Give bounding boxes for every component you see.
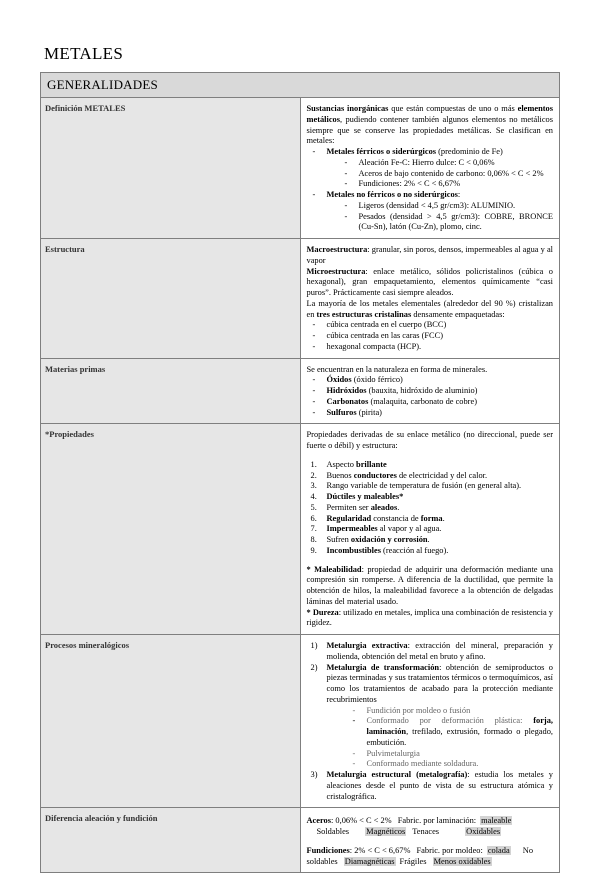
list-item: - cúbica centrada en el cuerpo (BCC) [307,320,554,331]
list-item: - Sulfuros (pirita) [307,408,554,419]
page-title: METALES [44,44,124,63]
list-item: 5. Permiten ser aleados. [310,502,400,512]
list-item: - Metales no férricos o no siderúrgicos: [307,190,554,201]
list-item: - hexagonal compacta (HCP). [307,342,554,353]
list-item: - Pesados (densidad > 4,5 gr/cm3): COBRE, BRONCE (Cu-Sn), latón (Cu-Zn), plomo, cinc. [307,212,554,234]
list-item: 3. Rango variable de temperatura de fusión (en general alta). [310,481,522,491]
list-item: - Fundiciones: 2% < C < 6,67% [307,179,554,190]
list-item: 1) Metalurgia extractiva: extracción del mineral, preparación y molienda, obtención del metal en bruto y afino. [310,641,553,661]
content-procesos [300,635,560,808]
content-definicion: Sustancias inorgánicas que están compuestas de uno o más elementos metálicos, pudiendo contener también algunos elementos no metálicos siempre que se conserve las propiedades metálicas. Se clasifican en metales: - Metales férricos o siderúrgicos (predominio de Fe) - Aleación Fe-C: Hierro dulce: C < 0,06% - Aceros de bajo contenido de carbono: 0,06% < C < 2% - Fundiciones: 2% < C < 6,67% - Metales no férricos o no siderúrgicos: - Ligeros (densidad < 4,5 gr/cm3): ALUMINIO. - Pesados (densidad > 4,5 gr/cm3): COBRE, BRONCE (Cu-Sn), latón (Cu-Zn), plomo, cinc. [300,98,560,239]
list-item: - Metales férricos o siderúrgicos (predominio de Fe) [307,147,554,158]
label-propiedades: *Propiedades [41,424,301,635]
content-estructura: Macroestructura: granular, sin poros, densos, impermeables al agua y al vapor Microestructura: enlace metálico, sólidos policristalinos (cúbica o hexagonal), gran empaquetamiento, elementos químicamente “casi puros”. Prácticamente casi siempre aleados. La mayoría de los metales elementales (alrededor del 90 %) cristalizan en tres estructuras cristalinas densamente empaquetadas: - cúbica centrada en el cuerpo (BCC) - cúbica centrada en las caras (FCC) - hexagonal compacta (HCP). [300,239,560,359]
content-diferencia: Aceros: 0,06% < C < 2% Fabric. por laminación: maleable Soldables Magnéticos Tenaces Oxidables Fundiciones: 2% < C < 6,67% Fabric. por moldeo: colada No soldables Diamagnéticas Frágiles Menos oxidables [300,808,560,873]
list-item: 9. Incombustibles (reacción al fuego). [310,545,449,555]
label-estructura: Estructura [41,239,301,359]
list-item: - Fundición por moldeo o fusión [307,706,554,717]
label-procesos: Procesos mineralógicos [41,635,301,808]
list-item: - Conformado por deformación plástica: forja, laminación, trefilado, extrusión, formado o plegado, embutición. [307,716,554,748]
row-procesos [41,635,560,808]
list-item: 7. Impermeables al vapor y al agua. [310,524,442,534]
list-item: - Óxidos (óxido férrico) [307,375,554,386]
list-item: - Carbonatos (malaquita, carbonato de cobre) [307,397,554,408]
row-diferencia [41,808,560,873]
row-estructura [41,239,560,359]
row-propiedades [41,424,560,635]
list-item: 4. Dúctiles y maleables* [310,492,404,501]
label-materias: Materias primas [41,358,301,424]
label-diferencia: Diferencia aleación y fundición [41,808,301,873]
list-item: 3) Metalurgia estructural (metalografía): estudia los metales y aleaciones desde el punto de vista de su estructura atómica y cristalográfica. [310,770,553,801]
generalidades-table [40,72,560,873]
list-item: 8. Sufren oxidación y corrosión. [310,535,430,544]
list-item: - cúbica centrada en las caras (FCC) [307,331,554,342]
row-definicion [41,98,560,239]
list-item: - Conformado mediante soldadura. [307,759,554,770]
content-propiedades: Propiedades derivadas de su enlace metálico (no direccional, puede ser fuerte o débil) y estructura: 1. Aspecto brillante 2. Buenos conductores de electricidad y del calor. 3. Rango variable de temperatura de fusión (en general alta). 4. Dúctiles y maleables* 5. Permiten ser aleados. 6. Regularidad constancia de forma. 7. Impermeables al vapor y al agua. 8. Sufren oxidación y corrosión. 9. Incombustibles (reacción al fuego). * Maleabilidad: propiedad de adquirir una deformación mediante una compresión sin romperse. A diferencia de la ductilidad, que permite la obtención de hilos, la maleabilidad favorece a la obtención de delgadas láminas del material usado. * Dureza: utilizado en metales, implica una combinación de resistencia y rigidez. [300,424,560,635]
list-item: - Aleación Fe-C: Hierro dulce: C < 0,06% [307,158,554,169]
list-item: 2. Buenos conductores de electricidad y del calor. [310,470,488,480]
table-header: GENERALIDADES [41,73,560,98]
list-item: - Pulvimetalurgia [307,749,554,760]
list-item: - Ligeros (densidad < 4,5 gr/cm3): ALUMINIO. [307,201,554,212]
list-item: - Hidróxidos (bauxita, hidróxido de aluminio) [307,386,554,397]
label-definicion: Definición METALES [41,98,301,239]
list-item: 1. Aspecto brillante [310,459,387,469]
content-materias: Se encuentran en la naturaleza en forma de minerales. - Óxidos (óxido férrico) - Hidróxidos (bauxita, hidróxido de aluminio) - Carbonatos (malaquita, carbonato de cobre) - Sulfuros (pirita) [300,358,560,424]
row-materias [41,358,560,424]
list-item: 2) Metalurgia de transformación: obtención de semiproductos o piezas terminadas y sus tratamientos térmicos o termoquímicos, así como los tratamientos de acabado para la protección mediante recubrimientos [310,662,553,704]
list-item: 6. Regularidad constancia de forma. [310,513,445,523]
list-item: - Aceros de bajo contenido de carbono: 0,06% < C < 2% [307,169,554,180]
